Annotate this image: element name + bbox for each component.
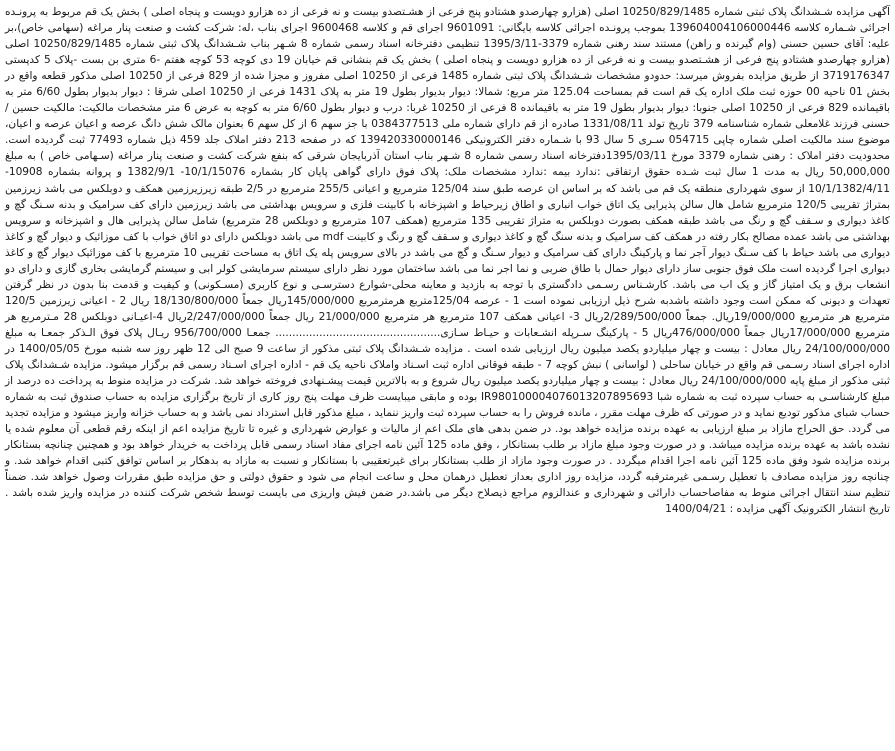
auction-notice-body: آگهی مزایده شـشدانگ پلاک ثبتی شماره 10250/829/1485 اصلی (هزارو چهارصدو هشتادو پنج فرعی از هشـتصدو بیست و نه فرعی از ده هزارو دویست و پنجاه اصلی ) بخش یک قم مربوط به پرونـده اجرائی شـماره کلاسه 139604004106000446 بموجب پرونـده اجرائی کلاسه بایگانی: 9601091 اجرای قم و کلاسه 9600468 اجرای بناب ،له: شرکت کشت و صنعت پنار مراغه (سهامی خاص)،بر علیه: آقای حسین حسنی (وام گیرنده و راهن) مستند سند رهنی شماره 3379-1395/3/11 تنظیمی دفترخانه اسناد رسمی شماره 8 شـهر بناب شـشدانگ پلاک ثبتی شماره 10250/829/1485 اصلی (هزارو چهارصدو هشتادو پنج فرعی از هشـتصدو بیست و نه فرعی از ده هزارو دویست و پنجاه اصلی ) بخش یک قم بنشانی قم خیابان 19 دی کوچه 53 کوچه هفتم -6 متری بن بست -پلاک 5 کدپستی 3719176347 از طریق مزایده بفروش میرسد: حدودو مشخصات شـشدانگ پلاک ثبتی شماره 1485 فرعی از 10250 اصلی مفروز و مجزا شده از 829 فرعی از 10250 اصلی مذکور قطعه واقع در بخش 01 ناحیه 00 حوزه ثبت ملک اداره یک قم است قم بمساحت 125.04 متر مربع: شمالا: دیوار بدیوار بطول 19 متر به پلاک 1431 فرعی از 10250 اصلی شرقا : دیوار بدیوار بطول 6/60 متر به باقیمانده 829 فرعی از 10250 اصلی جنوبا: دیوار بدیوار بطول 19 متر به باقیمانده 8 فرعی از 10250 غربا: درب و دیوار بطول 6/60 متر به کوچه به عرض 6 متر مشخصات مالکیت: مالکیت حسین / حسنی فرزند غلامعلی شماره شناسنامه 379 تاریخ تولد 1331/08/11 صادره از قم دارای شماره ملی 0384377513 با جز سهم 6 از کل سهم 6 بعنوان مالک شش دانگ عرصه و اعیان عرصه و اعیان، موضوع سند مالکیت اصلی شماره چاپی 054715 سـری 5 سال 93 با شـماره دفتر الکترونیکی 139420330000146 که در صفحه 213 دفتر املاک جلد 459 ذیل شماره 77493 ثبت گردیده است. محدودیت دفتر املاک : رهنی شماره 3379 مورخ 1395/03/11دفترخانه اسناد رسمی شماره 8 شـهر بناب استان آذربایجان شرقی که بنفع شرکت کشت و صنعت پنار مراغه (سـهامی خاص ) به مبلغ 50,000,000 ریال به مدت 1 سال ثبت شـده حقوق ارتفاقی :ندارد بیمه :ندارد مشخصات ملک: پلاک فوق دارای گواهی پایان کار بشماره 10/1/15076- 1382/9/1 و پروانه بشماره 10908-10/1/1382/4/11 از سوی شهرداری منطقه یک قم می باشد که بر اساس ان عرصه طبق سند 125/04 مترمربع و اعیانی 255/5 مترمربع در 2/5 طبقه زیرزیرزمین همکف و دوبلکس می باشد زیرزمین بمتراژ تقریبی 120/5 مترمربع شامل هال سالن پذیرایی یک اتاق خواب انباری و اطاق زیرحیاط و اشپزخانه با کابینت فلزی و سرویس بهداشتی می باشد زیرزمین دارای کف سرامیک و بدنه سـنگ گچ و کاغذ دیواری و سـقف گچ و رنگ می باشد طبقه همکف بصورت دوبلکس به متراژ تقریبی 135 مترمربع (همکف 107 مترمربع و دوبلکس 28 مترمربع) شامل سالن پذیرایی هال و اشپزخانه و سرویس بهداشتی می باشد عمده مصالح بکار رفته در همکف کف سرامیک و بدنه سنگ گچ و کاغذ دیواری و سـقف گچ و رنگ و کابینت mdf می باشد دوبلکس دارای دو اتاق خواب با کف موزائیک و دیوار گچ و کاغذ دیواری می باشد حیاط با کف سـنگ دیوار آجر نما و پارکینگ دارای کف سرامیک و دیوار سـنگ و گچ می باشد در بالای سرویس پله یک اتاق به مساحت تقریبی 10 مترمربع با کف موزائیک دیوار گچ و کاغذ دیواری اجرا گردیده است ملک فوق جنوبی ساز دارای دیوار حمال با طاق ضربی و نما اجر نما می باشد ساختمان مورد نظر دارای سیستم سرمایشی کولر ابی و سیستم گرمایشی بخاری گازی و دارای دو انشعاب برق و یک امتیاز گاز و یک اب می باشد. کارشـناس رسـمی دادگستری با توجه به بازدید و معاینه محلی-شوارع دسترسـی و نوع کاربری (مسـکونی) و کیفیت و قدمت بنا بدون در نظر گرفتن تعهدات و دیونی که ممکن است وجود داشته باشدبه شرح ذیل ارزیابی نموده است 1 - عرصه 125/04متربع هرمترمربع 145/000/000ریال جمعاً 18/130/800/000 ریال 2 - اعیانی زیرزمین 120/5 مترمربع هر مترمربع 19/000/000ریال. جمعاً 2/289/500/000ریال 3- اعیانی همکف 107 مترمربع هر مترمربع 21/000/000 ریال جمعاً 2/247/000/000ریال 4-اعیـانی دوبلکس 28 مـترمربع هر مترمربع 17/000/000ریال جمعاً 476/000/000ریال 5 - پارکینگ سـرپله انشـعابات و حیـاط سـازی................................................. جمعـا 956/700/000 ریـال پلاک فوق الـذکر جمعـا به مبلغ 24/100/000/000 ریال معادل : بیست و چهار میلیاردو یکصد میلیون ریال ارزیابی شده است . مزایده شـشدانگ پلاک ثبتی مذکور از ساعت 9 صبح الی 12 ظهر روز سه شنبه مورخ 1400/05/05 در اداره اجرای اسناد رسـمی قم واقع در خیابان ساحلی ( لواسانی ) نبش کوچه 7 - طبقه فوقانی اداره ثبت اسـناد واملاک ناحیه یک قم - اداره اجرای اسـناد رسمی قم برگزار میشود. مزایده شـشدانگ پلاک ثبتی مذکور از مبلغ پایه 24/100/000/000 ریال معادل : بیست و چهار میلیاردو یکصد میلیون ریال شروع و به بالاترین قیمت پیشـنهادی فروخته خواهد شد. شرکت در مزایده منوط به پرداخت ده درصد از مبلغ کارشناسـی به حساب سپرده ثبت به شماره شبا IR980100004076013207895693 بوده و مابقی میبایست ظرف مهلت پنج روز کاری از تاریخ برگزاری مزایده به حساب صندوق ثبت به شماره حساب شبای مذکور تودیع نماید و در صورتی که ظرف مهلت مقرر ، مانده فروش را به حساب سپرده ثبت واریز ننماید ، مبلغ مذکور قابل استرداد نمی باشد و به حساب خزانه واریز میشود و مزایده تجدید می گردد. حق الحراج مازاد بر مبلغ ارزیابی به عهده برنده مزایده خواهد بود. در ضمن بدهی های ملک اعم از مالیات و عوارض شهرداری و غیره تا تاریخ مزایده اعم از اینکه رقم قطعی آن معلوم شده یا نشده باشد به عهده برنده مزایده میباشد. و در صورت وجود مبلغ مازاد بر طلب بستانکار ، وفق ماده 125 آئین نامه اجرای مفاد اسناد رسمی قابل پرداخت به خریدار خواهد بود و همچنین چنانچه بستانکار برنده مزایده شود وفق ماده 125 آئین نامه اجرا اقدام میگردد . در صورت وجود مازاد از طلب بستانکار برای غیرتعقیبی با بستانکار و نسبت به مازاد به بدهکار بر اساس توافق کتبی اقدام خواهد شد. و چنانچه روز مزایده مصادف با تعطیل رسـمی غیرمترقبه گردد، مزایده روز اداری بعداز تعطیل درهمان محل و ساعت انجام می شود و حقوق دولتی و حق مزایده طبق مقررات وصول خواهد شد. ضمناً تنظیم سند انتقال اجرائی منوط به مفاصاحساب دارائی و شهرداری و عندالزوم مراجع ذیصلاح دیگر می باشد.در ضمن فیش واریزی می بایست توسط شخص شرکت کننده در مزایده واریز شده باشد . تاریخ انتشار الکترونیک آگهی مزایده : 1400/04/21	[5, 6, 891, 516]
